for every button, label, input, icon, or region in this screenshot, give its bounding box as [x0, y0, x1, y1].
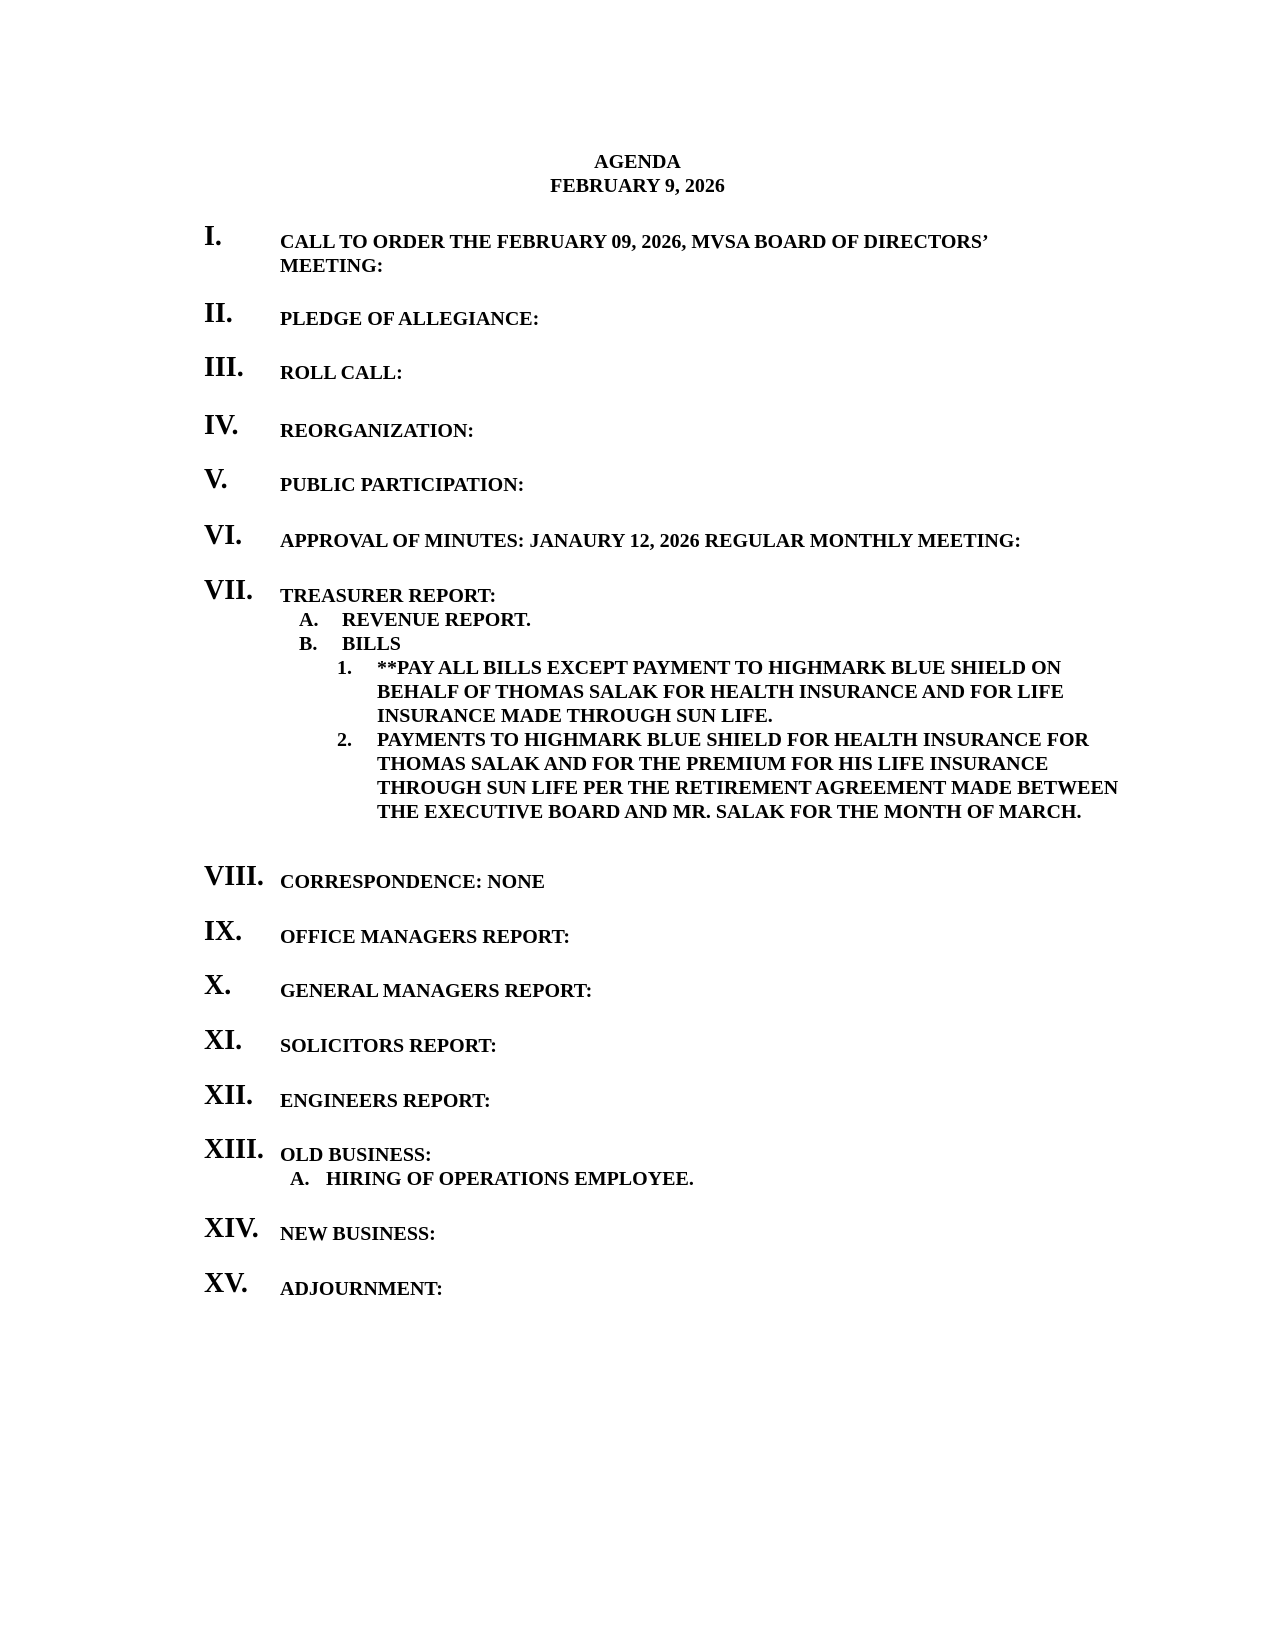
item-numeral: III. [204, 352, 244, 383]
agenda-header [0, 150, 1275, 198]
subitem-hiring [290, 1167, 1124, 1191]
item-numeral: IX. [204, 916, 243, 947]
item-numeral: XIV. [204, 1213, 259, 1244]
item-text: CALL TO ORDER THE FEBRUARY 09, 2026, MVSA BOARD OF DIRECTORS’ MEETING: [280, 231, 988, 277]
agenda-item-13 [204, 1134, 1124, 1191]
agenda-item-10 [204, 970, 1124, 1003]
item-numeral: VII. [204, 575, 254, 606]
item-text: OLD BUSINESS: [280, 1144, 432, 1166]
bills-item-2 [337, 728, 1127, 824]
agenda-item-12 [204, 1080, 1124, 1113]
agenda-item-15 [204, 1268, 1124, 1301]
agenda-item-8 [204, 861, 1124, 894]
agenda-item-2 [204, 298, 1124, 331]
item-numeral: XV. [204, 1268, 248, 1299]
item-text: PUBLIC PARTICIPATION: [280, 474, 525, 496]
subitem-text: BILLS [342, 633, 401, 655]
subitem-text: REVENUE REPORT. [342, 609, 531, 631]
item-text: ROLL CALL: [280, 362, 403, 384]
bills-item-number: 2. [337, 729, 352, 751]
item-numeral: XII. [204, 1080, 254, 1111]
item-text: REORGANIZATION: [280, 420, 475, 442]
subitem-letter: A. [299, 609, 319, 631]
agenda-date: FEBRUARY 9, 2026 [550, 175, 725, 197]
agenda-item-4 [204, 410, 1124, 443]
item-text: PLEDGE OF ALLEGIANCE: [280, 308, 540, 330]
item-numeral: VI. [204, 520, 243, 551]
agenda-item-1 [204, 221, 1124, 278]
item-text: CORRESPONDENCE: NONE [280, 871, 546, 893]
item-numeral: X. [204, 970, 232, 1001]
bills-item-1 [337, 656, 1127, 728]
bills-item-number: 1. [337, 657, 352, 679]
agenda-item-7 [204, 575, 1124, 824]
item-text: OFFICE MANAGERS REPORT: [280, 926, 571, 948]
agenda-item-5 [204, 464, 1124, 497]
agenda-item-14 [204, 1213, 1124, 1246]
subitem-text: HIRING OF OPERATIONS EMPLOYEE. [326, 1168, 694, 1190]
agenda-item-9 [204, 916, 1124, 949]
item-numeral: XIII. [204, 1134, 264, 1165]
bills-item-text: PAYMENTS TO HIGHMARK BLUE SHIELD FOR HEALTH INSURANCE FOR THOMAS SALAK AND FOR THE PREMIUM FOR HIS LIFE INSURANCE THROUGH SUN LIFE PER THE RETIREMENT AGREEMENT MADE BETWEEN THE EXECUTIVE BOARD AND MR. SALAK FOR THE MONTH OF MARCH. [377, 729, 1119, 823]
subitem-letter: A. [290, 1168, 310, 1190]
item-text: GENERAL MANAGERS REPORT: [280, 980, 593, 1002]
item-numeral: I. [204, 221, 222, 252]
subitem-letter: B. [299, 633, 318, 655]
item-numeral: XI. [204, 1025, 243, 1056]
item-text: APPROVAL OF MINUTES: JANAURY 12, 2026 REGULAR MONTHLY MEETING: [280, 530, 1022, 552]
item-text: SOLICITORS REPORT: [280, 1035, 497, 1057]
subitem-revenue-report [299, 608, 1124, 632]
agenda-item-6 [204, 520, 1124, 553]
item-numeral: II. [204, 298, 233, 329]
agenda-item-3 [204, 352, 1124, 385]
bills-item-text: **PAY ALL BILLS EXCEPT PAYMENT TO HIGHMARK BLUE SHIELD ON BEHALF OF THOMAS SALAK FOR HEALTH INSURANCE AND FOR LIFE INSURANCE MADE THROUGH SUN LIFE. [377, 657, 1064, 727]
item-numeral: VIII. [204, 861, 264, 892]
agenda-title: AGENDA [594, 151, 681, 173]
subitem-bills [299, 632, 1124, 656]
item-text: TREASURER REPORT: [280, 585, 497, 607]
item-text: ADJOURNMENT: [280, 1278, 443, 1300]
agenda-item-11 [204, 1025, 1124, 1058]
item-text: ENGINEERS REPORT: [280, 1090, 491, 1112]
item-numeral: V. [204, 464, 228, 495]
item-numeral: IV. [204, 410, 239, 441]
item-text: NEW BUSINESS: [280, 1223, 436, 1245]
